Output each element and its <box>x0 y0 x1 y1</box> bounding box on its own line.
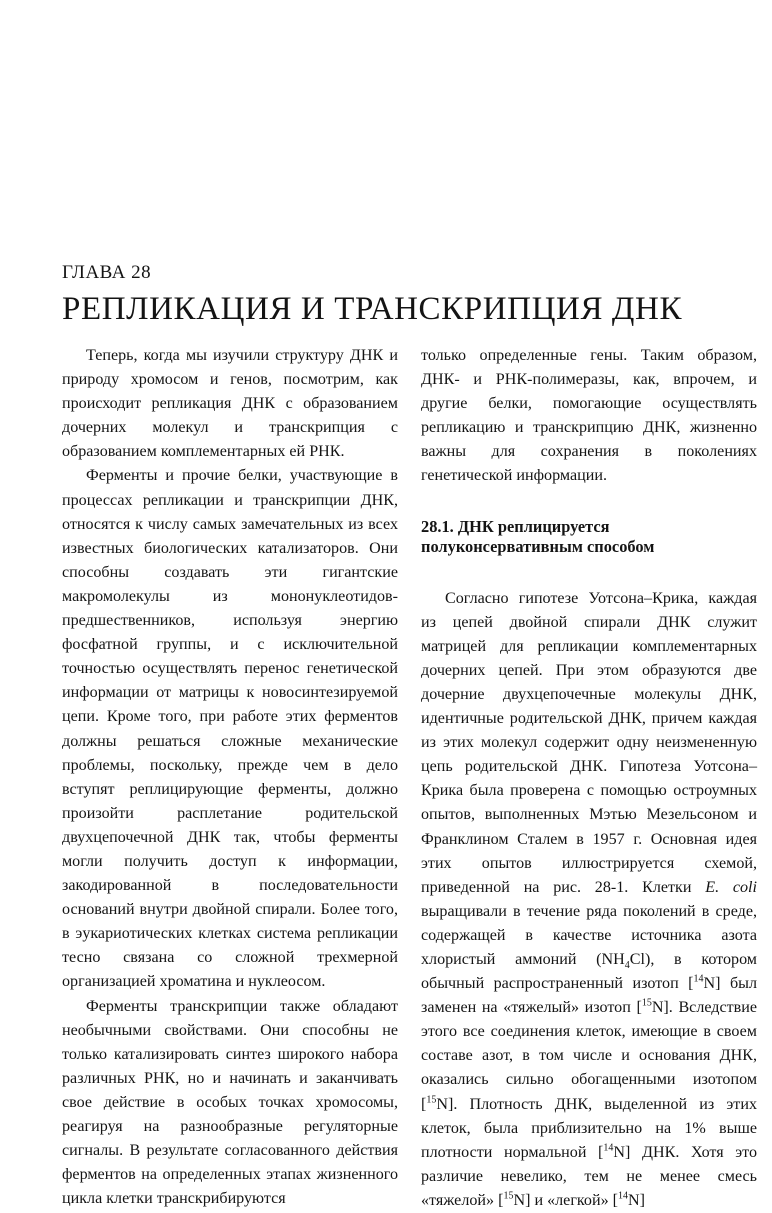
paragraph-transcription: Ферменты транскрипции также обладают необычными свойствами. Они способны не только катализировать синтез широкого набора различных РНК, но и начинать и заканчивать свое действие в особых точках хромосомы, реагируя на разнообразные регуляторные сигналы. В результате согласованного действия ферментов на определенных этапах жизненного цикла клетки транскрибируются <box>62 997 398 1208</box>
paragraph-enzymes: Ферменты и прочие белки, участвующие в процессах репликации и транскрипции ДНК, относятся к числу самых замечательных из всех известных биологических катализаторов. Они способны создавать эти гигантские макромолекулы из мононуклеотидов-предшественников, используя энергию фосфатной группы, и с исключительной точностью осуществлять перенос генетической информации от матрицы к новосинтезируемой цепи. Кроме того, при работе этих ферментов должны решаться сложные механические проблемы, поскольку, прежде чем в дело вступят реплицирующие ферменты, должно произойти расплетание родительской двухцепочечной ДНК так, чтобы ферменты могли получить доступ к информации, закодированной в последовательности оснований внутри двойной спирали. Более того, в эукариотических клетках система репликации тесно связана со сложной трехмерной организацией хроматина и нуклеосом. <box>62 467 398 991</box>
text-run: N] <box>628 1191 645 1209</box>
chapter-label: ГЛАВА 28 <box>62 262 152 283</box>
isotope-superscript: 14 <box>618 1190 629 1202</box>
left-column <box>62 344 398 1211</box>
text-run: выращивали в течение ряда поколений в среде, содержащей в качестве источника азота хлористый аммоний (NH <box>421 902 757 968</box>
isotope-superscript: 15 <box>641 997 652 1009</box>
paragraph-intro: Теперь, когда мы изучили структуру ДНК и природу хромосом и генов, посмотрим, как происходит репликация ДНК с образованием дочерних молекул и транскрипция с образованием комплементарных ей РНК. <box>62 347 398 461</box>
species-name: E. coli <box>705 878 757 896</box>
text-run: Cl), в котором обычный распространенный изотоп [ <box>421 950 757 993</box>
text-run: N] был заменен на «тяжелый» изотоп [ <box>421 975 757 1017</box>
paragraph-watson-crick <box>421 587 757 1213</box>
section-heading: 28.1. ДНК реплицируется полуконсервативным способом <box>421 516 655 556</box>
chapter-title: РЕПЛИКАЦИЯ И ТРАНСКРИПЦИЯ ДНК <box>62 291 683 327</box>
isotope-superscript: 14 <box>693 973 704 985</box>
subscript: 4 <box>624 960 630 972</box>
text-run: Согласно гипотезе Уотсона–Крика, каждая из цепей двойной спирали ДНК служит матрицей для репликации комплементарных дочерних цепей. При этом образуются две дочерние двухцепочечные молекулы ДНК, идентичные родительской ДНК, причем каждая из этих молекул содержит одну неизмененную цепь родительской ДНК. Гипотеза Уотсона–Крика была проверена с помощью остроумных опытов, выполненных Мэтью Мезельсоном и Франклином Сталем в 1957 г. Основная идея этих опытов иллюстрируется схемой, приведенной на рис. 28-1. Клетки <box>421 589 757 896</box>
text-run: N]. Вследствие этого все соединения клеток, имеющие в своем составе азот, в том числе и основания ДНК, оказались сильно обогащенными изотопом [ <box>421 999 757 1113</box>
text-run: N] и «легкой» [ <box>513 1191 619 1209</box>
paragraph-continuation: только определенные гены. Таким образом, ДНК- и РНК-полимеразы, как, впрочем, и другие белки, помогающие осуществлять репликацию и транскрипцию ДНК, жизненно важны для сохранения в поколениях генетической информации. <box>421 347 757 485</box>
right-column <box>421 344 757 1213</box>
text-run: N] ДНК. Хотя это различие невелико, тем не менее смесь «тяжелой» [ <box>421 1143 758 1209</box>
isotope-superscript: 15 <box>426 1094 437 1106</box>
text-run: N]. Плотность ДНК, выделенной из этих клеток, была приблизительно на 1% выше плотности нормальной [ <box>421 1095 757 1161</box>
isotope-superscript: 15 <box>503 1190 514 1202</box>
isotope-superscript: 14 <box>603 1142 614 1154</box>
